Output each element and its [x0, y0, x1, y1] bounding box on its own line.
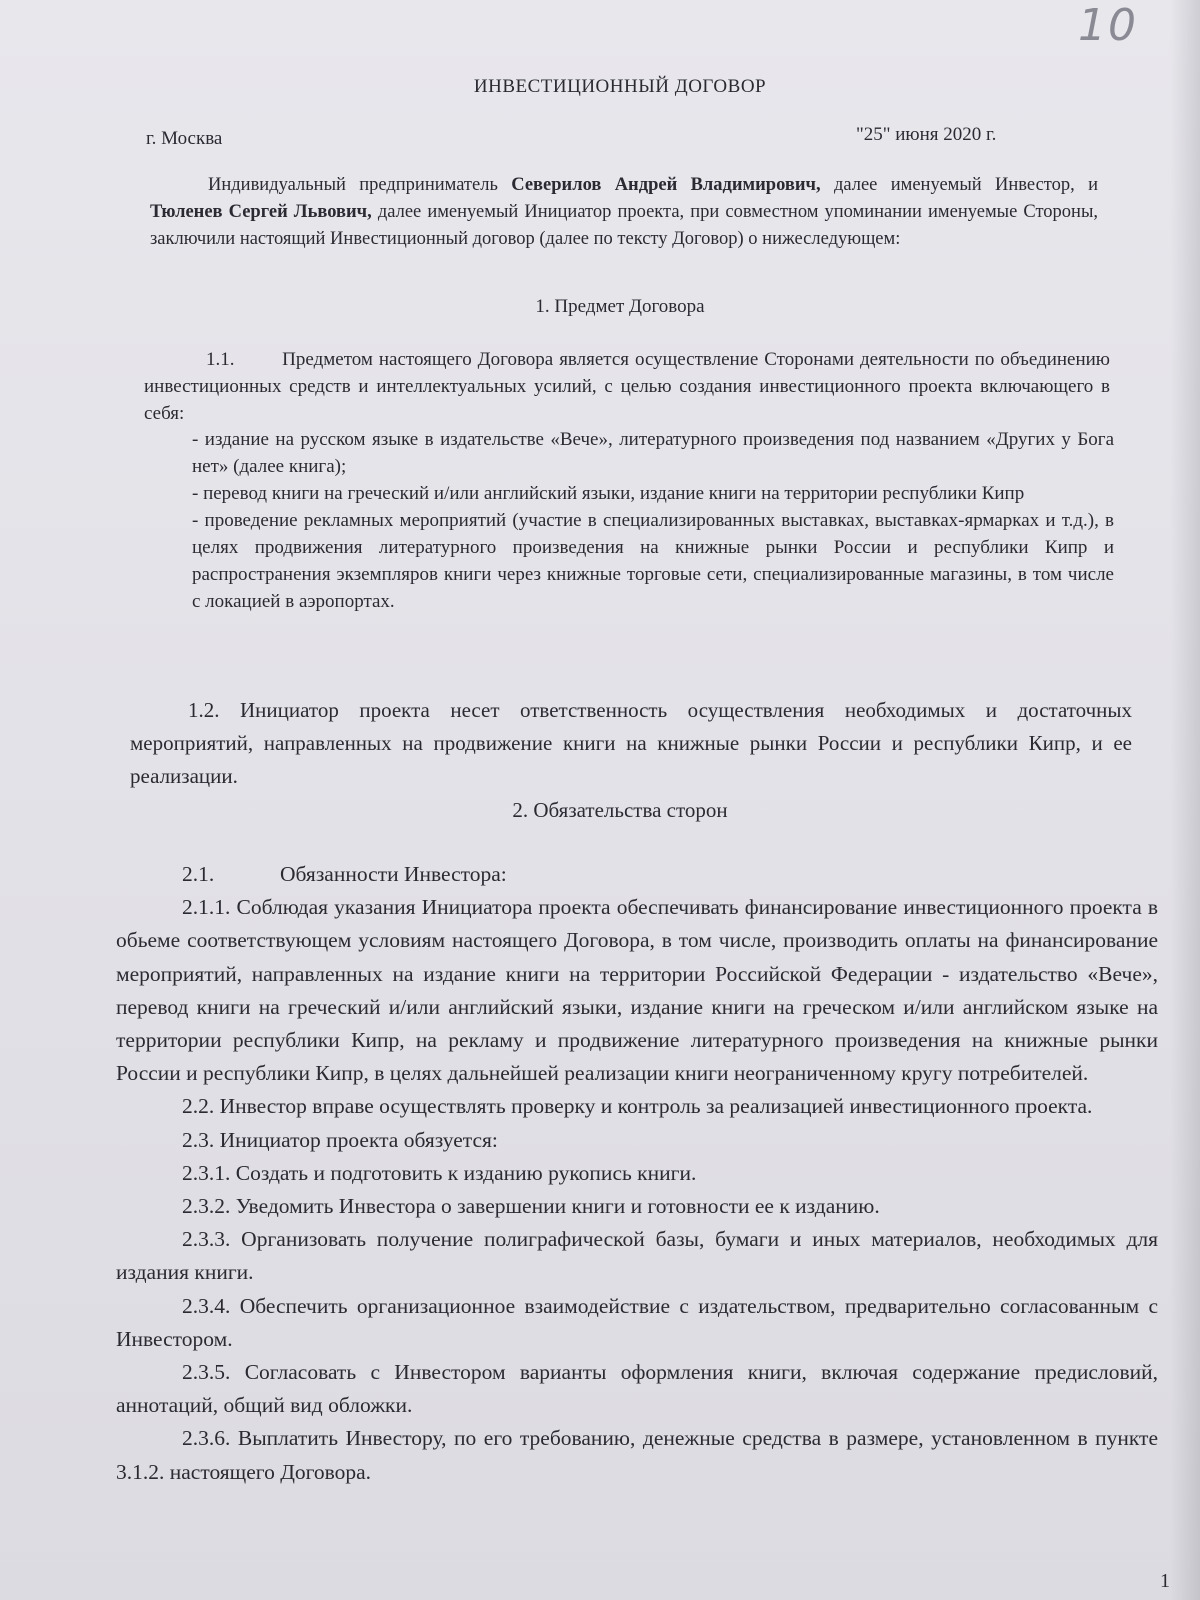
party-investor: Северилов Андрей Владимирович,	[511, 175, 821, 195]
list-item: - издание на русском языке в издательстве «Вече», литературного произведения под названием «Других у Бога нет» (далее книга);	[192, 429, 1114, 477]
contract-date: "25" июня 2020 г.	[856, 124, 997, 145]
contract-city: г. Москва	[146, 128, 223, 149]
clause-2-1-1: 2.1.1. Соблюдая указания Инициатора проекта обеспечивать финансирование инвестиционного проекта в обьеме соответствующем условиям настоящего Договора, в том числе, производить оплаты на финансирование мероприятий, направленных на издание книги на территории Российской Федерации - издательство «Вече», перевод книги на греческий и/или английский языки, издание книги на греческом и/или английском языке на территории республики Кипр, на рекламу и продвижение литературного произведения на книжные рынки России и республики Кипр, в целях дальнейшей реализации книги неограниченному кругу потребителей.	[116, 895, 1158, 1086]
intro-text-3: далее именуемый Инициатор проекта, при совместном упоминании именуемые Стороны, заключили настоящий Инвестиционный договор (далее по тексту Договор) о нижеследующем:	[150, 202, 1099, 249]
page-number: 1	[1160, 1570, 1170, 1592]
clause-1-1	[144, 346, 1110, 427]
clause-2-3-5: 2.3.5. Согласовать с Инвестором варианты оформления книги, включая содержание предисловий, аннотаций, общий вид обложки.	[116, 1360, 1158, 1418]
list-item: - перевод книги на греческий и/или английский языки, издание книги на территории республики Кипр	[192, 483, 1025, 504]
clause-1-2-text: 1.2. Инициатор проекта несет ответственность осуществления необходимых и достаточных мероприятий, направленных на продвижение книги на книжные рынки России и республики Кипр, и ее реализации.	[130, 698, 1132, 788]
project-scope-list	[192, 426, 1114, 615]
section-1-heading: 1. Предмет Договора	[535, 296, 705, 317]
clause-2-2: 2.2. Инвестор вправе осуществлять проверку и контроль за реализацией инвестиционного проекта.	[182, 1094, 1093, 1119]
intro-text-1: Индивидуальный предприниматель	[208, 175, 498, 195]
document-title: ИНВЕСТИЦИОННЫЙ ДОГОВОР	[473, 76, 767, 97]
clause-2-3-2: 2.3.2. Уведомить Инвестора о завершении книги и готовности ее к изданию.	[182, 1194, 880, 1219]
clause-2-3: 2.3. Инициатор проекта обязуется:	[182, 1127, 498, 1152]
clause-2-1-text: Обязанности Инвестора:	[280, 862, 507, 886]
clause-2-3-6: 2.3.6. Выплатить Инвестору, по его требованию, денежные средства в размере, установленном в пункте 3.1.2. настоящего Договора.	[116, 1426, 1158, 1484]
clause-2-3-3: 2.3.3. Организовать получение полиграфической базы, бумаги и иных материалов, необходимых для издания книги.	[116, 1227, 1158, 1285]
clause-2-1	[116, 858, 1158, 891]
clause-2-3-4: 2.3.4. Обеспечить организационное взаимодействие с издательством, предварительно согласованным с Инвестором.	[116, 1293, 1158, 1351]
clause-2-3-1: 2.3.1. Создать и подготовить к изданию рукопись книги.	[182, 1160, 697, 1185]
clause-2-1-number: 2.1.	[182, 862, 215, 886]
party-initiator: Тюленев Сергей Львович,	[150, 202, 372, 222]
section-2-heading: 2. Обязательства сторон	[512, 798, 728, 822]
handwritten-page-mark: 10	[1078, 0, 1138, 51]
clause-1-2	[130, 694, 1132, 793]
intro-paragraph	[150, 172, 1098, 253]
clause-1-1-number: 1.1.	[206, 349, 235, 370]
clause-1-1-text: Предметом настоящего Договора является осуществление Сторонами деятельности по объединению инвестиционных средств и интеллектуальных усилий, с целью создания инвестиционного проекта включающего в себя:	[144, 349, 1111, 424]
list-item: - проведение рекламных мероприятий (участие в специализированных выставках, выставках-ярмарках и т.д.), в целях продвижения литературного произведения на книжные рынки России и республики Кипр и распространения экземпляров книги через книжные торговые сети, специализированные магазины, в том числе с локацией в аэропортах.	[192, 510, 1114, 612]
intro-text-2: далее именуемый Инвестор, и	[833, 175, 1099, 195]
section-2-body	[116, 858, 1158, 1489]
